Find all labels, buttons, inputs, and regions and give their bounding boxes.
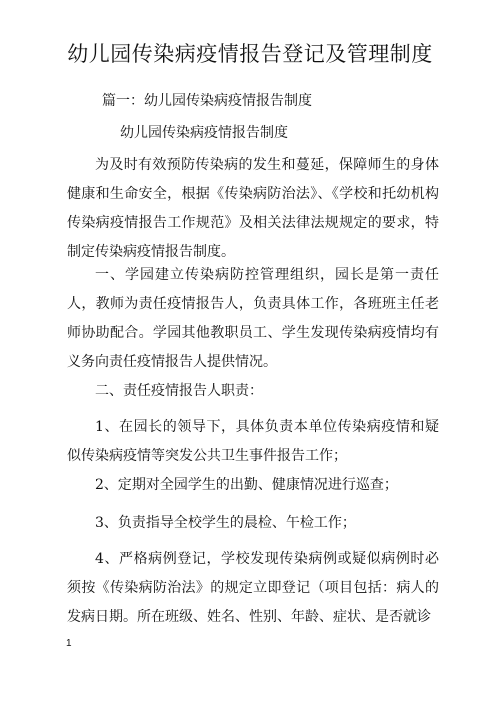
paragraph: 为及时有效预防传染病的发生和蔓延，保障师生的身体健康和生命安全，根据《传染病防治法》、《学校和托幼机构传染病疫情报告工作规范》及相关法律法规规定的要求，特制定传染病疫情报告制度。 xyxy=(67,157,439,260)
paragraph: 1、在园长的领导下，具体负责本单位传染病疫情和疑似传染病疫情等突发公共卫生事件报告工作； xyxy=(67,419,439,464)
paragraph: 4、严格病例登记，学校发现传染病例或疑似病例时必须按《传染病防治法》的规定立即登记（项目包括：病人的发病日期。所在班级、姓名、性别、年龄、症状、是否就诊 xyxy=(67,551,439,625)
paragraph: 3、负责指导全校学生的晨检、午检工作； xyxy=(95,515,356,531)
document-subtitle: 篇一：幼儿园传染病疫情报告制度 xyxy=(102,93,312,109)
paragraph: 一、学园建立传染病防控管理组织，园长是第一责任人，教师为责任疫情报告人，负责具体工作，各班班主任老师协助配合。学园其他教职员工、学生发现传染病疫情均有义务向责任疫情报告人提供情况。 xyxy=(67,267,439,370)
paragraph: 二、责任疫情报告人职责： xyxy=(95,383,263,399)
paragraph: 2、定期对全园学生的出勤、健康情况进行巡查； xyxy=(95,477,398,493)
section-heading: 幼儿园传染病疫情报告制度 xyxy=(120,125,288,141)
document-title: 幼儿园传染病疫情报告登记及管理制度 xyxy=(67,42,433,66)
page-number: 1 xyxy=(66,638,72,649)
